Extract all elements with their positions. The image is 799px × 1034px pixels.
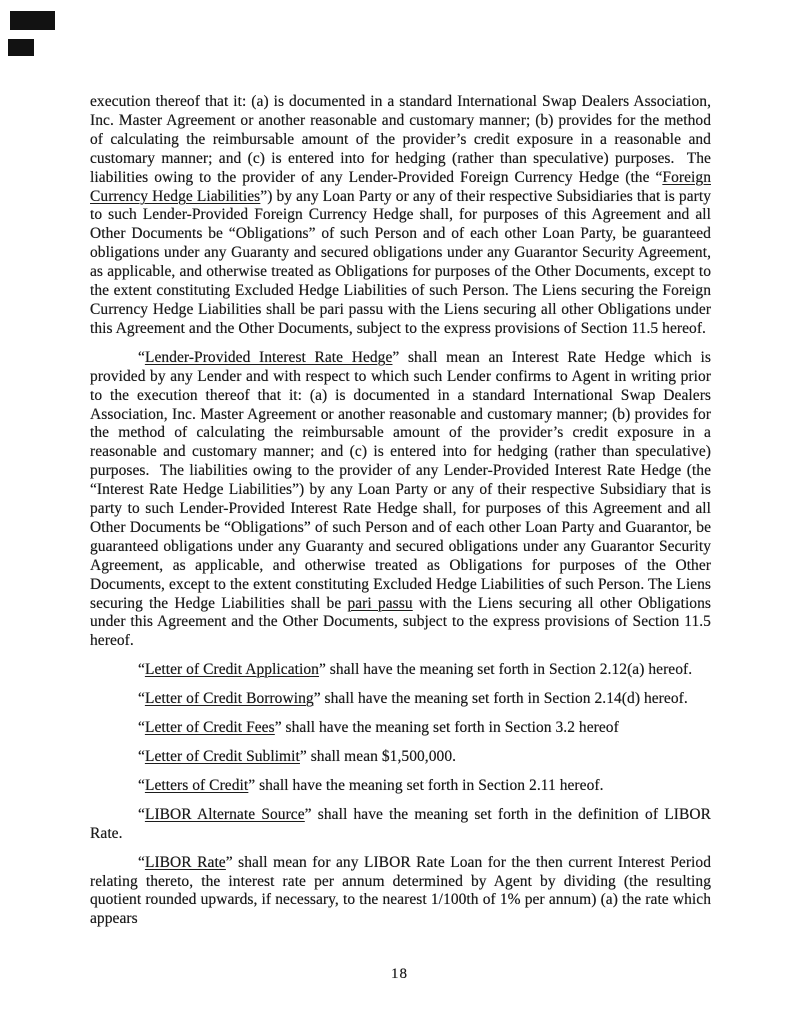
paragraph <box>90 661 711 680</box>
defined-term: Letter of Credit Application <box>144 661 319 679</box>
defined-term: Letter of Credit Fees <box>144 719 275 737</box>
paragraph-text: ” shall have the meaning set forth in Section 2.11 hereof. <box>248 776 604 794</box>
defined-term: Letter of Credit Borrowing <box>144 690 314 708</box>
paragraph-text: “ <box>138 719 145 737</box>
paragraph <box>90 93 711 339</box>
defined-term: Letter of Credit Sublimit <box>144 748 300 765</box>
paragraph-text: execution thereof that it: (a) is documented in a standard International Swap Dealers Association, Inc. Master Agreement or another reasonable and customary manner; (b) provides for the method of calculating the reimbursable amount of the provider’s credit exposure in a reasonable and customary manner; and (c) is entered into for hedging (rather than speculative) purposes. The liabilities owing to the provider of any Lender-Provided Foreign Currency Hedge (the “ <box>90 93 711 186</box>
paragraph-text: “ <box>138 661 145 679</box>
paragraph <box>90 777 711 796</box>
paragraph-text: “ <box>138 805 145 823</box>
defined-term: LIBOR Alternate Source <box>144 805 305 823</box>
defined-term: Letters of Credit <box>144 776 249 794</box>
paragraph <box>90 854 711 930</box>
defined-term: LIBOR Rate <box>144 853 226 871</box>
paragraph-text: with the Liens securing all other Obligations under this Agreement and the Other Documents, subject to the express provisions of Section 11.5 hereof. <box>90 594 711 650</box>
paragraph-text: ” shall mean for any LIBOR Rate Loan for the then current Interest Period relating thereto, the interest rate per annum determined by Agent by dividing (the resulting quotient rounded upwards, if necessary, to the nearest 1/100th of 1% per annum) (a) the rate which appears <box>90 853 712 928</box>
scan-artifact-mark-top <box>10 11 55 30</box>
paragraph-text: ” shall have the meaning set forth in Section 2.14(d) hereof. <box>313 690 688 708</box>
paragraph <box>90 806 711 844</box>
paragraph <box>90 748 711 767</box>
defined-term: Foreign Currency Hedge Liabilities <box>90 168 711 205</box>
paragraph-text: ”) by any Loan Party or any of their respective Subsidiaries that is party to such Lender-Provided Foreign Currency Hedge shall, for purposes of this Agreement and all Other Documents be “Obligations” of such Person and of each other Loan Party, be guaranteed obligations under any Guaranty and secured obligations under any Guarantor Security Agreement, as applicable, and otherwise treated as Obligations for purposes of the Other Documents, except to the extent constituting Excluded Hedge Liabilities of such Person. The Liens securing the Foreign Currency Hedge Liabilities shall be pari passu with the Liens securing all other Obligations under this Agreement and the Other Documents, subject to the express provisions of Section 11.5 hereof. <box>90 187 711 337</box>
paragraph-text: “ <box>138 690 145 708</box>
paragraph-text: ” shall mean $1,500,000. <box>299 748 457 765</box>
paragraph <box>90 349 711 652</box>
paragraph-text: ” shall mean an Interest Rate Hedge which is provided by any Lender and with respect to which such Lender confirms to Agent in writing prior to the execution thereof that it: (a) is documented in a standard International Swap Dealers Association, Inc. Master Agreement or another reasonable and customary manner; (b) provides for the method of calculating the reimbursable amount of the provider’s credit exposure in a reasonable and customary manner; and (c) is entered into for hedging (rather than speculative) purposes. The liabilities owing to the provider of any Lender-Provided Interest Rate Hedge (the “Interest Rate Hedge Liabilities”) by any Loan Party or any of their respective Subsidiary that is party to such Lender-Provided Interest Rate Hedge shall, for purposes of this Agreement and all Other Documents be “Obligations” of such Person and of each other Loan Party and Guarantor, be guaranteed obligations under any Guaranty and secured obligations under any Guarantor Security Agreement, as applicable, and otherwise treated as Obligations for purposes of the Other Documents, except to the extent constituting Excluded Hedge Liabilities of such Person. The Liens securing the Hedge Liabilities shall be <box>90 348 712 612</box>
paragraph-text: ” shall have the meaning set forth in Section 3.2 hereof <box>274 719 619 737</box>
paragraph-text: ” shall have the meaning set forth in Section 2.12(a) hereof. <box>318 661 693 679</box>
paragraph-text: “ <box>138 776 145 794</box>
paragraph <box>90 719 711 738</box>
paragraph-text: ” shall have the meaning set forth in the definition of LIBOR Rate. <box>90 805 711 842</box>
paragraph-text: “ <box>138 748 145 765</box>
paragraph-text: “ <box>138 853 145 871</box>
paragraph <box>90 690 711 709</box>
scan-artifact-mark-bottom <box>8 39 34 56</box>
page-number: 18 <box>391 966 408 982</box>
document-body <box>90 93 711 939</box>
defined-term: pari passu <box>347 594 413 612</box>
defined-term: Lender-Provided Interest Rate Hedge <box>144 348 393 366</box>
paragraph-text: “ <box>138 348 145 366</box>
